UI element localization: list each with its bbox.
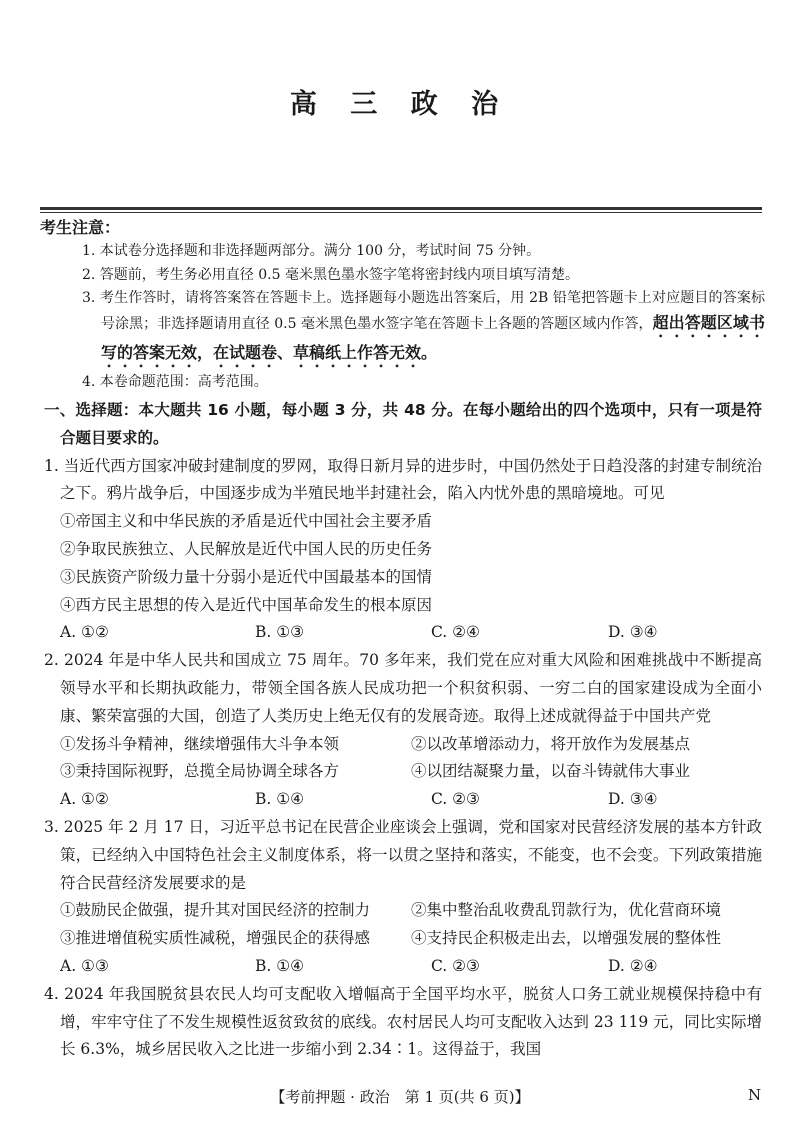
page-footer: 【考前押题 · 政治 第 1 页(共 6 页)】 [270,1088,530,1106]
question-block [44,647,762,814]
statement: ③民族资产阶级力量十分弱小是近代中国最基本的国情 [60,567,433,586]
notice-item [40,287,765,371]
statement: ①帝国主义和中华民族的矛盾是近代中国社会主要矛盾 [60,512,433,531]
statement-row [44,536,762,564]
statement-row [44,564,762,592]
answer-choice: B. ①④ [255,790,305,809]
question-block [44,453,762,648]
choice-row [44,953,762,981]
choice-row [44,619,762,647]
answer-choice: C. ②③ [431,956,480,975]
statement: ②以改革增添动力，将开放作为发展基点 [411,734,691,753]
notice-heading: 考生注意： [40,218,121,237]
version-mark: N [748,1086,762,1104]
statement-row [44,731,762,759]
statement-row [44,508,762,536]
statement: ②争取民族独立、人民解放是近代中国人民的历史任务 [60,539,433,558]
notice-item-text: 3. 考生作答时，请将答案答在答题卡上。选择题每小题选出答案后，用 2B 铅笔把答题卡上对应题目的答案标号涂黑；非选择题请用直径 0.5 毫米黑色墨水签字笔在答题卡上各题的答题区域内作答， [82,290,765,332]
divider-rule [40,207,762,210]
page-title: 高 三 政 治 [289,89,511,120]
question-stem: 3. 2025 年 2 月 17 日，习近平总书记在民营企业座谈会上强调，党和国家对民营经济发展的基本方针政策，已经纳入中国特色社会主义制度体系，将一以贯之坚持和落实，不能变，也不会变。下列政策措施符合民营经济发展要求的是 [44,817,762,892]
statement: ①鼓励民企做强，提升其对国民经济的控制力 [60,901,371,920]
statement-row [44,897,762,925]
answer-choice: D. ②④ [608,956,658,975]
notice-item: 4. 本卷命题范围：高考范围。 [82,373,268,390]
answer-choice: B. ①④ [255,956,305,975]
statement: ④支持民企积极走出去，以增强发展的整体性 [411,929,722,948]
question-stem: 2. 2024 年是中华人民共和国成立 75 周年。70 多年来，我们党在应对重大风险和困难挑战中不断提高领导水平和长期执政能力，带领全国各族人民成功把一个积贫积弱、一穷二白的国家建设成为全面小康、繁荣富强的大国，创造了人类历史上绝无仅有的发展奇迹。取得上述成就得益于中国共产党 [44,651,762,725]
statement: ③秉持国际视野，总揽全局协调全球各方 [60,762,340,781]
statement-row [44,758,762,786]
statement: ④西方民主思想的传入是近代中国革命发生的根本原因 [60,595,433,614]
notice-item: 1. 本试卷分选择题和非选择题两部分。满分 100 分，考试时间 75 分钟。 [82,243,541,259]
answer-choice: A. ①③ [60,956,109,975]
answer-choice: D. ③④ [608,790,658,809]
question-stem: 1. 当近代西方国家冲破封建制度的罗网，取得日新月异的进步时，中国仍然处于日趋没落的封建专制统治之下。鸦片战争后，中国逐步成为半殖民地半封建社会，陷入内忧外患的黑暗境地。可见 [44,456,762,503]
statement-row [44,592,762,620]
answer-choice: C. ②④ [431,623,480,642]
question-block [44,981,762,1064]
exam-notice [40,216,765,394]
question-list [44,453,762,1065]
answer-choice: B. ①③ [255,623,305,642]
statement: ④以团结凝聚力量，以奋斗铸就伟大事业 [411,762,691,781]
answer-choice: C. ②③ [431,790,480,809]
answer-choice: A. ①② [60,623,109,642]
statement-row [44,925,762,953]
answer-choice: D. ③④ [608,623,658,642]
notice-item: 2. 答题前，考生务必用直径 0.5 毫米黑色墨水签字笔将密封线内项目填写清楚。 [82,266,579,283]
question-stem: 4. 2024 年我国脱贫县农民人均可支配收入增幅高于全国平均水平，脱贫人口务工就业规模保持稳中有增，牢牢守住了不发生规模性返贫致贫的底线。农村居民人均可支配收入达到 23 119 元，同比实际增长 6.3%，城乡居民收入之比进一步缩小到 2.34∶1。这得益于，我国 [44,984,762,1059]
choice-row [44,786,762,814]
statement: ①发扬斗争精神，继续增强伟大斗争本领 [60,734,340,753]
divider-rule [40,212,762,213]
statement: ③推进增值税实质性减税，增强民企的获得感 [60,929,371,948]
question-section [44,397,762,1064]
section-heading: 一、选择题：本大题共 16 小题，每小题 3 分，共 48 分。在每小题给出的四个选项中，只有一项是符合题目要求的。 [44,401,762,447]
question-block [44,814,762,981]
notice-emphasis: 超出答题区域书写的答案无效，在试题卷、草稿纸上作答无效。 [101,312,765,362]
statement: ②集中整治乱收费乱罚款行为，优化营商环境 [411,901,722,920]
answer-choice: A. ①② [60,790,109,809]
